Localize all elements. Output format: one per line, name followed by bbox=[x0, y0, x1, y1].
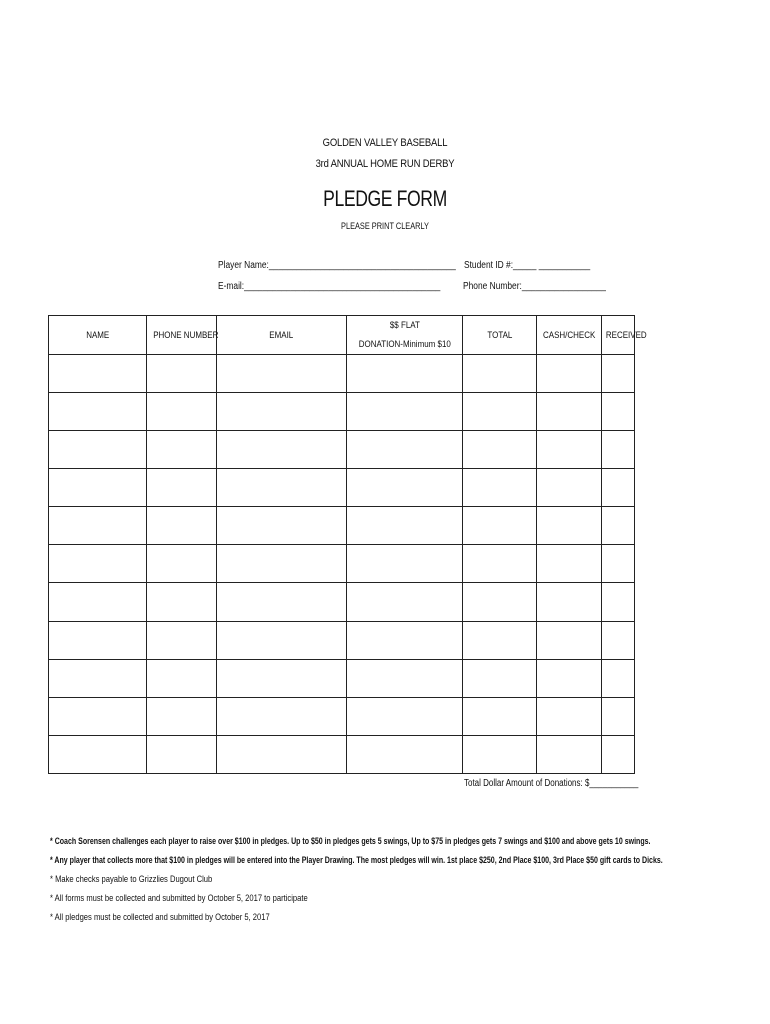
cash-check-cell[interactable] bbox=[537, 431, 602, 469]
total-cell[interactable] bbox=[463, 659, 537, 697]
received-cell[interactable] bbox=[602, 735, 635, 773]
table-row bbox=[49, 355, 635, 393]
flat-donation-cell[interactable] bbox=[347, 697, 463, 735]
total-cell[interactable] bbox=[463, 583, 537, 621]
flat-donation-cell[interactable] bbox=[347, 431, 463, 469]
total-cell[interactable] bbox=[463, 507, 537, 545]
column-header-cash-check: CASH/CHECK bbox=[537, 316, 602, 355]
cash-check-cell[interactable] bbox=[537, 659, 602, 697]
name-cell[interactable] bbox=[49, 507, 147, 545]
note-forms-deadline: * All forms must be collected and submitted by October 5, 2017 to participate bbox=[50, 893, 308, 904]
phone-cell[interactable] bbox=[147, 659, 217, 697]
flat-donation-cell[interactable] bbox=[347, 507, 463, 545]
cash-check-cell[interactable] bbox=[537, 545, 602, 583]
received-cell[interactable] bbox=[602, 545, 635, 583]
email-cell[interactable] bbox=[217, 393, 347, 431]
received-cell[interactable] bbox=[602, 583, 635, 621]
name-cell[interactable] bbox=[49, 431, 147, 469]
total-cell[interactable] bbox=[463, 735, 537, 773]
received-cell[interactable] bbox=[602, 393, 635, 431]
table-row bbox=[49, 583, 635, 621]
flat-donation-cell[interactable] bbox=[347, 469, 463, 507]
phone-cell[interactable] bbox=[147, 355, 217, 393]
note-swings: * Coach Sorensen challenges each player to raise over $100 in pledges. Up to $50 in pledges gets 5 swings, Up to $75 in pledges gets 7 swings and $100 and above gets 10 swings. bbox=[50, 836, 651, 847]
phone-number-field[interactable]: Phone Number:__________________ bbox=[463, 281, 606, 292]
name-cell[interactable] bbox=[49, 393, 147, 431]
cash-check-cell[interactable] bbox=[537, 469, 602, 507]
phone-cell[interactable] bbox=[147, 431, 217, 469]
cash-check-cell[interactable] bbox=[537, 583, 602, 621]
flat-donation-cell[interactable] bbox=[347, 583, 463, 621]
email-cell[interactable] bbox=[217, 735, 347, 773]
flat-donation-cell[interactable] bbox=[347, 545, 463, 583]
column-header-phone: PHONE NUMBER bbox=[147, 316, 217, 355]
phone-cell[interactable] bbox=[147, 545, 217, 583]
email-cell[interactable] bbox=[217, 621, 347, 659]
table-row bbox=[49, 697, 635, 735]
name-cell[interactable] bbox=[49, 545, 147, 583]
email-cell[interactable] bbox=[217, 545, 347, 583]
name-cell[interactable] bbox=[49, 659, 147, 697]
name-cell[interactable] bbox=[49, 621, 147, 659]
received-cell[interactable] bbox=[602, 659, 635, 697]
column-header-flat-donation: $$ FLAT DONATION-Minimum $10 bbox=[347, 316, 463, 355]
flat-donation-cell[interactable] bbox=[347, 355, 463, 393]
name-cell[interactable] bbox=[49, 583, 147, 621]
email-cell[interactable] bbox=[217, 507, 347, 545]
table-row bbox=[49, 431, 635, 469]
email-cell[interactable] bbox=[217, 697, 347, 735]
phone-cell[interactable] bbox=[147, 583, 217, 621]
cash-check-cell[interactable] bbox=[537, 393, 602, 431]
table-row bbox=[49, 393, 635, 431]
student-id-field[interactable]: Student ID #:_____ ___________ bbox=[464, 260, 591, 271]
received-cell[interactable] bbox=[602, 355, 635, 393]
total-cell[interactable] bbox=[463, 431, 537, 469]
phone-cell[interactable] bbox=[147, 621, 217, 659]
name-cell[interactable] bbox=[49, 735, 147, 773]
pledge-table bbox=[48, 315, 647, 774]
table-header-row bbox=[49, 316, 635, 355]
column-header-name: NAME bbox=[49, 316, 147, 355]
email-field[interactable]: E-mail:__________________________________________ bbox=[218, 281, 441, 292]
table-row bbox=[49, 735, 635, 773]
table-row bbox=[49, 469, 635, 507]
form-instruction: PLEASE PRINT CLEARLY bbox=[341, 221, 429, 231]
name-cell[interactable] bbox=[49, 469, 147, 507]
table-row bbox=[49, 659, 635, 697]
received-cell[interactable] bbox=[602, 621, 635, 659]
total-cell[interactable] bbox=[463, 469, 537, 507]
cash-check-cell[interactable] bbox=[537, 355, 602, 393]
table-row bbox=[49, 621, 635, 659]
email-cell[interactable] bbox=[217, 469, 347, 507]
total-cell[interactable] bbox=[463, 621, 537, 659]
email-cell[interactable] bbox=[217, 431, 347, 469]
cash-check-cell[interactable] bbox=[537, 735, 602, 773]
cash-check-cell[interactable] bbox=[537, 507, 602, 545]
email-cell[interactable] bbox=[217, 659, 347, 697]
received-cell[interactable] bbox=[602, 431, 635, 469]
table-row bbox=[49, 507, 635, 545]
total-cell[interactable] bbox=[463, 545, 537, 583]
flat-donation-cell[interactable] bbox=[347, 621, 463, 659]
note-drawing: * Any player that collects more that $100 in pledges will be entered into the Player Drawing. The most pledges will win. 1st place $250, 2nd Place $100, 3rd Place $50 gift cards to Dicks. bbox=[50, 855, 663, 866]
table-row bbox=[49, 545, 635, 583]
phone-cell[interactable] bbox=[147, 469, 217, 507]
note-pledges-deadline: * All pledges must be collected and submitted by October 5, 2017 bbox=[50, 912, 270, 923]
phone-cell[interactable] bbox=[147, 735, 217, 773]
phone-cell[interactable] bbox=[147, 393, 217, 431]
total-cell[interactable] bbox=[463, 393, 537, 431]
email-cell[interactable] bbox=[217, 583, 347, 621]
organization-name: GOLDEN VALLEY BASEBALL bbox=[322, 137, 448, 149]
name-cell[interactable] bbox=[49, 697, 147, 735]
note-checks: * Make checks payable to Grizzlies Dugout Club bbox=[50, 874, 213, 885]
received-cell[interactable] bbox=[602, 697, 635, 735]
received-cell[interactable] bbox=[602, 507, 635, 545]
event-name: 3rd ANNUAL HOME RUN DERBY bbox=[315, 158, 455, 170]
total-donations-field[interactable]: Total Dollar Amount of Donations: $___________ bbox=[464, 778, 639, 789]
column-header-total: TOTAL bbox=[463, 316, 537, 355]
column-header-received: RECEIVED bbox=[602, 316, 635, 355]
cash-check-cell[interactable] bbox=[537, 697, 602, 735]
flat-donation-cell[interactable] bbox=[347, 393, 463, 431]
phone-cell[interactable] bbox=[147, 507, 217, 545]
email-cell[interactable] bbox=[217, 355, 347, 393]
total-cell[interactable] bbox=[463, 697, 537, 735]
flat-donation-cell[interactable] bbox=[347, 735, 463, 773]
column-header-email: EMAIL bbox=[217, 316, 347, 355]
phone-cell[interactable] bbox=[147, 697, 217, 735]
player-name-field[interactable]: Player Name:________________________________________ bbox=[218, 260, 456, 271]
total-cell[interactable] bbox=[463, 355, 537, 393]
form-title: PLEDGE FORM bbox=[323, 186, 447, 211]
cash-check-cell[interactable] bbox=[537, 621, 602, 659]
received-cell[interactable] bbox=[602, 469, 635, 507]
flat-donation-cell[interactable] bbox=[347, 659, 463, 697]
name-cell[interactable] bbox=[49, 355, 147, 393]
